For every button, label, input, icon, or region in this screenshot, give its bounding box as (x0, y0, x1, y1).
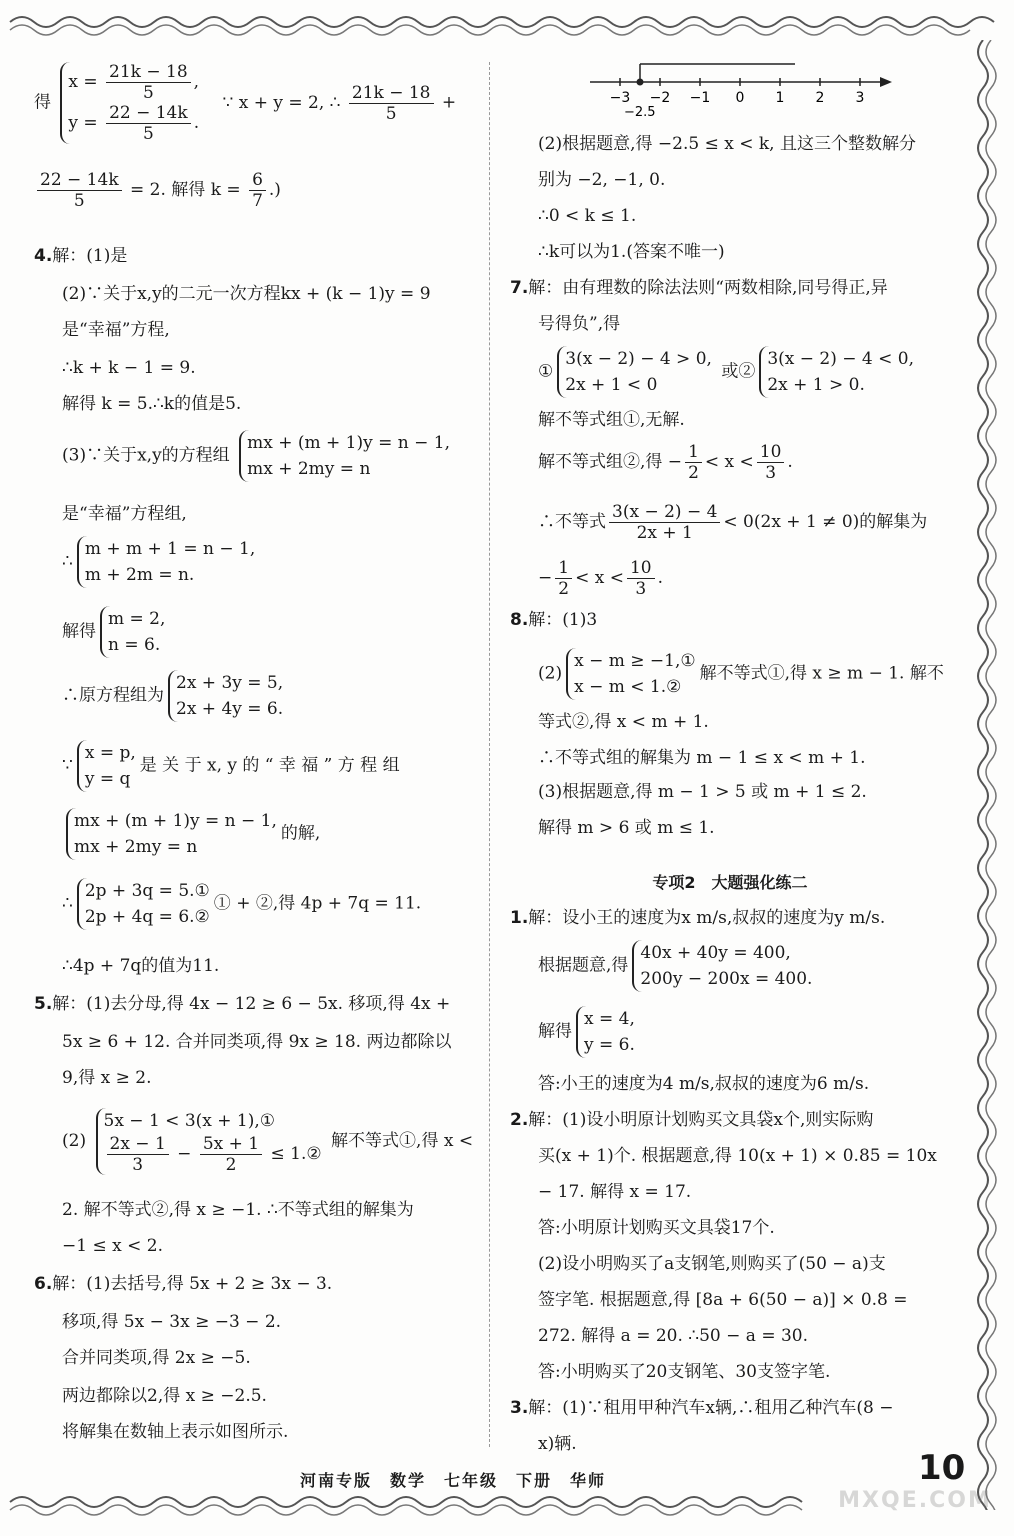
top-wave-border (0, 8, 1014, 48)
eq-line-1: 得 x = $\frac{21k - 18}{5}$ , y = $\frac{22 - 14k}{5}$ . ∵ x + y = 2, ∴ $\frac{21k - 18}{5}$ + (34, 62, 457, 144)
problem-1: 1.解：设小王的速度为x m/s,叔叔的速度为y m/s. (510, 908, 886, 928)
text-line: 2. 解不等式②,得 x ≥ −1. ∴不等式组的解集为 (62, 1200, 414, 1220)
text-line: 272. 解得 a = 20. ∴50 − a = 30. (538, 1326, 809, 1346)
problem-2: 2.解：(1)设小明原计划购买文具袋x个,则实际购 (510, 1110, 874, 1130)
text-line: 答:小明原计划购买文具袋17个. (538, 1218, 775, 1238)
page-number: 10 (918, 1448, 966, 1488)
solution-system: x = $\frac{21k - 18}{5}$ , y = $\frac{22 - 14k}{5}$ . (60, 62, 199, 144)
text-line: 别为 −2, −1, 0. (538, 170, 666, 190)
equation-system: m = 2, n = 6. (100, 606, 165, 658)
inequality-system: x − m ≥ −1,① x − m < 1.② (566, 648, 696, 700)
text-line: − 17. 解得 x = 17. (538, 1182, 692, 1202)
problem-6: 6.解：(1)去括号,得 5x + 2 ≥ 3x − 3. (34, 1274, 333, 1294)
text-line: 解不等式组①,无解. (538, 410, 685, 430)
text-line: (2)∵关于x,y的二元一次方程kx + (k − 1)y = 9 (62, 284, 431, 304)
text-line: 解得 m > 6 或 m ≤ 1. (538, 818, 715, 838)
equation-system: mx + (m + 1)y = n − 1, mx + 2my = n (66, 808, 277, 860)
column-divider (489, 62, 490, 1447)
text-line: 合并同类项,得 2x ≥ −5. (62, 1348, 251, 1368)
text-line: mx + (m + 1)y = n − 1, mx + 2my = n 的解, (62, 808, 320, 860)
problem-4: 4.解：(1)是 (34, 246, 128, 266)
text-line: ∵ x = p, y = q 是 关 于 x, y 的 “ 幸 福 ” 方 程 组 (62, 740, 400, 792)
text-line: 9,得 x ≥ 2. (62, 1068, 152, 1088)
text-line: ① 3(x − 2) − 4 > 0, 2x + 1 < 0 或② 3(x − 2) − 4 < 0, 2x + 1 > 0. (538, 346, 918, 398)
text-line: ∴不等式 $\frac{3(x - 2) - 4}{2x + 1}$ < 0(2x + 1 ≠ 0)的解集为 (538, 502, 928, 543)
text-line: ∴0 < k ≤ 1. (538, 206, 637, 226)
problem-8: 8.解：(1)3 (510, 610, 598, 630)
footer-text: 河南专版 数学 七年级 下册 华师 (300, 1471, 607, 1490)
text-line: ∴k可以为1.(答案不唯一) (538, 242, 725, 262)
axis-mark-label: −2.5 (624, 105, 656, 120)
number-line (580, 62, 900, 120)
axis-tick-label: −3 (609, 90, 631, 106)
text-line: ∴ 2p + 3q = 5.① 2p + 4q = 6.② ① + ②,得 4p + 7q = 11. (62, 878, 421, 930)
axis-tick-label: 1 (775, 90, 785, 106)
text-line: 解得 k = 5.∴k的值是5. (62, 394, 242, 414)
text-line: x)辆. (538, 1434, 577, 1454)
text-line: 签字笔. 根据题意,得 [8a + 6(50 − a)] × 0.8 = (538, 1290, 908, 1310)
section-heading: 专项2 大题强化练二 (652, 873, 808, 892)
equation-system: mx + (m + 1)y = n − 1, mx + 2my = n (239, 430, 450, 482)
equation-system: 40x + 40y = 400, 200y − 200x = 400. (632, 940, 812, 992)
axis-tick-label: −1 (689, 90, 711, 106)
right-wave-border (965, 40, 1005, 1510)
equation-system: x = p, y = q (77, 740, 136, 792)
eq-line-2: $\frac{22 - 14k}{5}$ = 2. 解得 k = $\frac{6}{7}$ .) (34, 170, 281, 211)
problem-5: 5.解：(1)去分母,得 4x − 12 ≥ 6 − 5x. 移项,得 4x + (34, 994, 451, 1014)
axis-tick-label: −2 (649, 90, 671, 106)
text-line: (3)根据题意,得 m − 1 > 5 或 m + 1 ≤ 2. (538, 782, 867, 802)
problem-3: 3.解：(1)∵租用甲种汽车x辆,∴租用乙种汽车(8 − (510, 1398, 894, 1418)
text-line: ∴原方程组为 2x + 3y = 5, 2x + 4y = 6. (62, 670, 287, 722)
text-line: − $\frac{1}{2}$ < x < $\frac{10}{3}$ . (538, 558, 664, 599)
text-line: ∴不等式组的解集为 m − 1 ≤ x < m + 1. (538, 748, 866, 768)
text-line: 买(x + 1)个. 根据题意,得 10(x + 1) × 0.85 = 10x (538, 1146, 937, 1166)
text-line: 解得 x = 4, y = 6. (538, 1006, 639, 1058)
inequality-system: 5x − 1 < 3(x + 1),① $\frac{2x - 1}{3}$ − $\frac{5x + 1}{2}$ ≤ 1.② (96, 1108, 322, 1175)
text-line: (2) 5x − 1 < 3(x + 1),① $\frac{2x - 1}{3}$ − $\frac{5x + 1}{2}$ ≤ 1.② 解不等式①,得 x < (62, 1108, 473, 1175)
text-line: 答:小王的速度为4 m/s,叔叔的速度为6 m/s. (538, 1074, 870, 1094)
text-line: 解得 m = 2, n = 6. (62, 606, 169, 658)
text-line: ∴k + k − 1 = 9. (62, 358, 196, 378)
text-line: (2)设小明购买了a支钢笔,则购买了(50 − a)支 (538, 1254, 886, 1274)
axis-tick-label: 0 (735, 90, 745, 106)
text-line: 5x ≥ 6 + 12. 合并同类项,得 9x ≥ 18. 两边都除以 (62, 1032, 452, 1052)
problem-7: 7.解：由有理数的除法法则“两数相除,同号得正,异 (510, 278, 888, 298)
text-line: 等式②,得 x < m + 1. (538, 712, 709, 732)
inequality-system: 3(x − 2) − 4 < 0, 2x + 1 > 0. (759, 346, 914, 398)
text-line: −1 ≤ x < 2. (62, 1236, 163, 1256)
text-line: ∴4p + 7q的值为11. (62, 956, 220, 976)
equation-system: x = 4, y = 6. (576, 1006, 635, 1058)
equation-system: 2x + 3y = 5, 2x + 4y = 6. (168, 670, 283, 722)
text-line: 是“幸福”方程, (62, 320, 170, 340)
inequality-system: 3(x − 2) − 4 > 0, 2x + 1 < 0 (557, 346, 712, 398)
text-line: 解不等式组②,得 − $\frac{1}{2}$ < x < $\frac{10}{3}$ . (538, 442, 793, 483)
text-line: 号得负”,得 (538, 314, 621, 334)
text-line: 两边都除以2,得 x ≥ −2.5. (62, 1386, 267, 1406)
text-line: (2)根据题意,得 −2.5 ≤ x < k, 且这三个整数解分 (538, 134, 916, 154)
watermark-logo: MXQE.COM (838, 1488, 992, 1513)
text-line: 将解集在数轴上表示如图所示. (62, 1422, 289, 1442)
text-line: 根据题意,得 40x + 40y = 400, 200y − 200x = 400. (538, 940, 816, 992)
text-line: 移项,得 5x − 3x ≥ −3 − 2. (62, 1312, 282, 1332)
text-line: ∴ m + m + 1 = n − 1, m + 2m = n. (62, 536, 259, 588)
text-line: (3)∵关于x,y的方程组 mx + (m + 1)y = n − 1, mx + 2my = n (62, 430, 454, 482)
equation-system: m + m + 1 = n − 1, m + 2m = n. (77, 536, 255, 588)
axis-tick-label: 3 (855, 90, 865, 106)
equation-system: 2p + 3q = 5.① 2p + 4q = 6.② (77, 878, 210, 930)
text-line: 是“幸福”方程组, (62, 504, 187, 524)
axis-tick-label: 2 (815, 90, 825, 106)
text-line: 答:小明购买了20支钢笔、30支签字笔. (538, 1362, 831, 1382)
text-line: (2) x − m ≥ −1,① x − m < 1.② 解不等式①,得 x ≥ m − 1. 解不 (538, 648, 944, 700)
